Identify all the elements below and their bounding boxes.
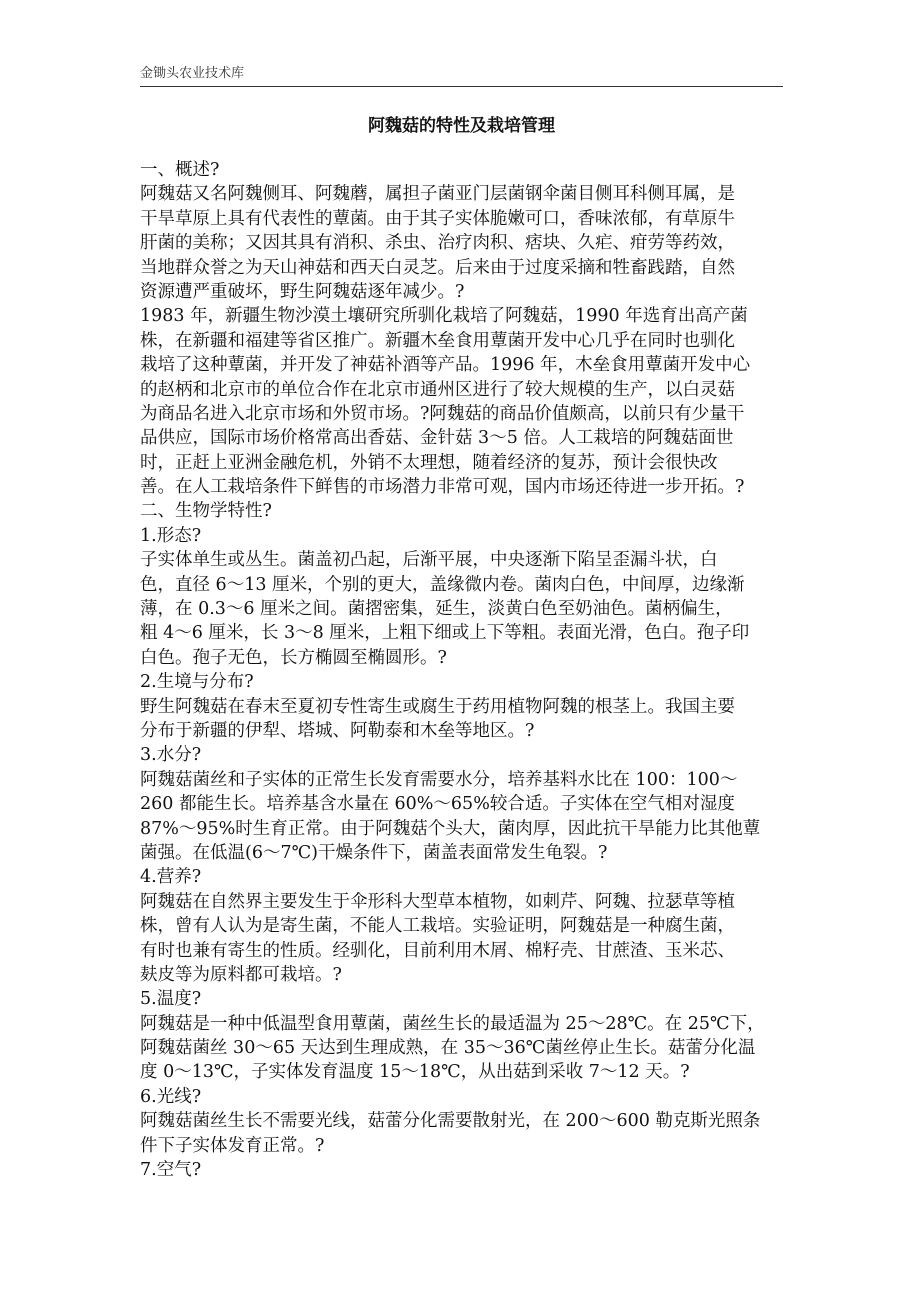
text-line: 白色。孢子无色，长方椭圆至椭圆形。? (140, 647, 447, 668)
header-label: 金锄头农业技术库 (140, 66, 245, 81)
text-line: 阿魏菇又名阿魏侧耳、阿魏蘑，属担子菌亚门层菌钢伞菌目侧耳科侧耳属，是 (140, 184, 735, 205)
text-line: 二、生物学特性? (140, 501, 272, 522)
text-line: 5.温度? (140, 989, 202, 1010)
text-line: 一、概述? (140, 160, 220, 180)
text-line: 栽培了这种蕈菌，并开发了神菇补酒等产品。1996 年，木垒食用蕈菌开发中心 (140, 355, 751, 376)
text-line: 1.形态? (140, 525, 202, 546)
document-body (140, 158, 780, 1182)
text-line: 阿魏菇在自然界主要发生于伞形科大型草本植物，如刺芹、阿魏、拉瑟草等植 (140, 891, 735, 912)
text-line: 7.空气? (140, 1160, 202, 1181)
document-title: 阿魏菇的特性及栽培管理 (368, 116, 555, 136)
page-header (140, 62, 783, 87)
text-line: 阿魏菇菌丝生长不需要光线，菇蕾分化需要散射光，在 200～600 勒克斯光照条 (140, 1111, 761, 1132)
text-line: 株，曾有人认为是寄生菌，不能人工栽培。实验证明，阿魏菇是一种腐生菌， (140, 916, 735, 937)
text-line: 麸皮等为原料都可栽培。? (140, 964, 342, 985)
text-line: 色，直径 6～13 厘米，个别的更大，盖缘微内卷。菌肉白色，中间厚，边缘渐 (140, 574, 745, 595)
text-line: 肝菌的美称；又因其具有消积、杀虫、治疗肉积、痞块、久疟、疳劳等药效， (140, 233, 735, 254)
text-line: 子实体单生或丛生。菌盖初凸起，后渐平展，中央逐渐下陷呈歪漏斗状，白 (140, 550, 718, 571)
text-line: 有时也兼有寄生的性质。经驯化，目前利用木屑、棉籽壳、甘蔗渣、玉米芯、 (140, 940, 735, 961)
text-line: 菌强。在低温(6～7℃)干燥条件下，菌盖表面常发生龟裂。? (140, 842, 608, 863)
text-line: 的赵柄和北京市的单位合作在北京市通州区进行了较大规模的生产，以白灵菇 (140, 379, 735, 400)
text-line: 当地群众誉之为天山神菇和西天白灵芝。后来由于过度采摘和牲畜践踏，自然 (140, 257, 735, 278)
text-line: 分布于新疆的伊犁、塔城、阿勒泰和木垒等地区。? (140, 720, 535, 741)
text-line: 粗 4～6 厘米，长 3～8 厘米，上粗下细或上下等粗。表面光滑，色白。孢子印 (140, 623, 750, 644)
text-line: 薄，在 0.3～6 厘米之间。菌摺密集，延生，淡黄白色至奶油色。菌柄偏生， (140, 599, 733, 620)
text-line: 度 0～13℃，子实体发育温度 15～18℃，从出菇到采收 7～12 天。? (140, 1062, 690, 1083)
text-line: 3.水分? (140, 745, 202, 766)
text-line: 为商品名进入北京市场和外贸市场。?阿魏菇的商品价值颇高，以前只有少量干 (140, 403, 745, 424)
text-line: 6.光线? (140, 1086, 202, 1107)
text-line: 4.营养? (140, 867, 202, 888)
text-line: 260 都能生长。培养基含水量在 60%～65%较合适。子实体在空气相对湿度 (140, 794, 735, 815)
text-line: 阿魏菇菌丝 30～65 天达到生理成熟，在 35～36℃菌丝停止生长。菇蕾分化温 (140, 1038, 756, 1059)
text-line: 干旱草原上具有代表性的蕈菌。由于其子实体脆嫩可口，香味浓郁，有草原牛 (140, 208, 735, 229)
text-line: 品供应，国际市场价格常高出香菇、金针菇 3～5 倍。人工栽培的阿魏菇面世 (140, 428, 734, 449)
text-line: 件下子实体发育正常。? (140, 1135, 325, 1156)
text-line: 野生阿魏菇在春末至夏初专性寄生或腐生于药用植物阿魏的根茎上。我国主要 (140, 696, 735, 717)
text-line: 87%～95%时生育正常。由于阿魏菇个头大，菌肉厚，因此抗干旱能力比其他蕈 (140, 818, 761, 839)
text-line: 善。在人工栽培条件下鲜售的市场潜力非常可观，国内市场还待进一步开拓。? (140, 477, 745, 498)
text-line: 1983 年，新疆生物沙漠土壤研究所驯化栽培了阿魏菇，1990 年选育出高产菌 (140, 306, 748, 327)
text-line: 株，在新疆和福建等省区推广。新疆木垒食用蕈菌开发中心几乎在同时也驯化 (140, 330, 735, 351)
text-line: 阿魏菇是一种中低温型食用蕈菌，菌丝生长的最适温为 25～28℃。在 25℃下， (140, 1013, 765, 1034)
text-line: 阿魏菇菌丝和子实体的正常生长发育需要水分，培养基料水比在 100：100～ (140, 769, 738, 790)
text-line: 资源遭严重破坏，野生阿魏菇逐年减少。? (140, 281, 465, 302)
text-line: 2.生境与分布? (140, 672, 254, 693)
text-line: 时，正赶上亚洲金融危机，外销不太理想，随着经济的复苏，预计会很快改 (140, 452, 718, 473)
